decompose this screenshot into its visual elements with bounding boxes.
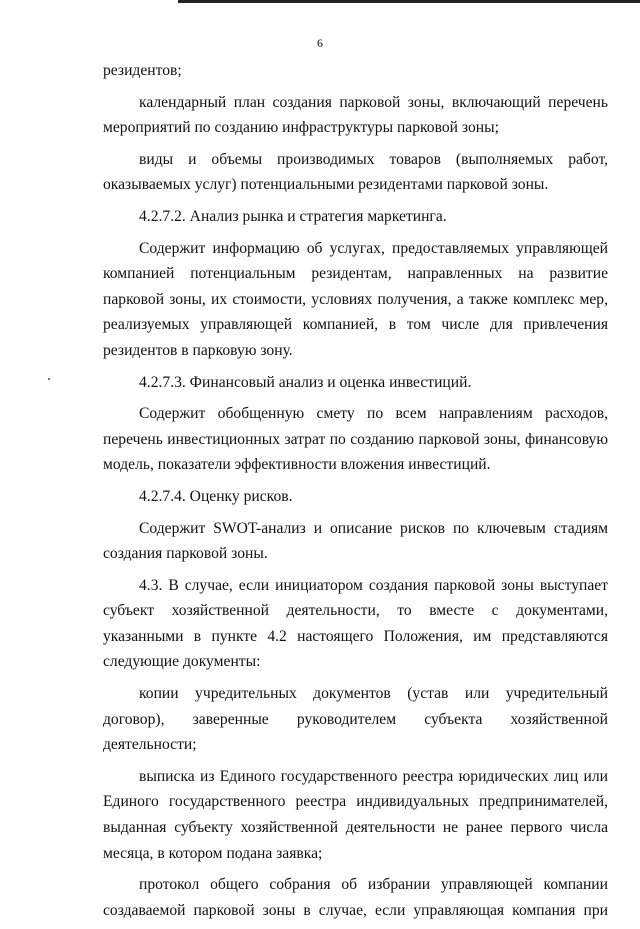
- section-heading-4-2-7-4: 4.2.7.4. Оценку рисков.: [139, 487, 293, 505]
- paragraph-risk-assessment: Содержит SWOT-анализ и описание рисков по ключевым стадиям создания парковой зоны.: [103, 519, 608, 563]
- paragraph-continuation: резидентов;: [103, 62, 182, 79]
- paragraph-market-analysis: Содержит информацию об услугах, предоставляемых управляющей компанией потенциальным резидентам, направленных на развитие парковой зоны, их стоимости, условиях получения, а также комплекс мер, реализуемых управляющей компанией, в том числе для привлечения резидентов в парковую зону.: [103, 239, 608, 359]
- document-body: [103, 58, 608, 929]
- section-heading-4-2-7-3: 4.2.7.3. Финансовый анализ и оценка инвестиций.: [139, 373, 472, 391]
- paragraph-calendar-plan: календарный план создания парковой зоны, включающий перечень мероприятий по созданию инфраструктуры парковой зоны;: [103, 93, 608, 137]
- paragraph-registry-extract: выписка из Единого государственного реестра юридических лиц или Единого государственного реестра индивидуальных предпринимателей, выданная субъекту хозяйственной деятельности не ранее первого числа месяца, в котором подана заявка;: [103, 767, 608, 862]
- section-heading-4-2-7-2: 4.2.7.2. Анализ рынка и стратегия маркетинга.: [139, 207, 447, 225]
- page-number: 6: [317, 36, 323, 50]
- top-border-line: [178, 0, 640, 3]
- paragraph-section-4-3: 4.3. В случае, если инициатором создания парковой зоны выступает субъект хозяйственной деятельности, то вместе с документами, указанными в пункте 4.2 настоящего Положения, им представляются следующие документы:: [103, 576, 608, 671]
- margin-speck: [48, 378, 50, 380]
- paragraph-founding-documents: копии учредительных документов (устав или учредительный договор), заверенные руководителем субъекта хозяйственной деятельности;: [103, 685, 608, 754]
- paragraph-goods-volumes: виды и объемы производимых товаров (выполняемых работ, оказываемых услуг) потенциальными резидентами парковой зоны.: [103, 150, 608, 194]
- paragraph-meeting-protocol: протокол общего собрания об избрании управляющей компании создаваемой парковой зоны в случае, если управляющая компания при: [103, 876, 608, 919]
- paragraph-financial-analysis: Содержит обобщенную смету по всем направлениям расходов, перечень инвестиционных затрат по созданию парковой зоны, финансовую модель, показатели эффективности вложения инвестиций.: [103, 405, 608, 474]
